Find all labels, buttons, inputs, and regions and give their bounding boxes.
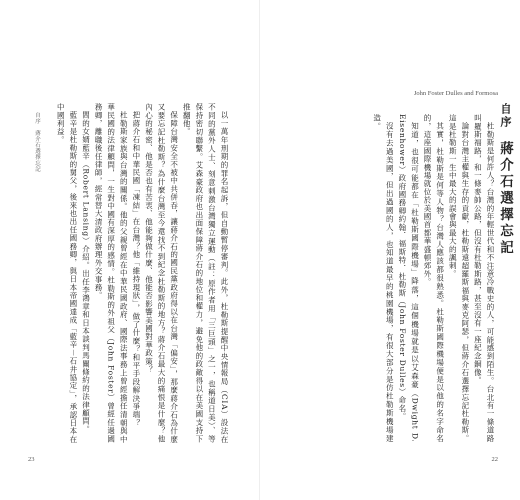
chapter-title: 蔣介石選擇忘記 — [497, 140, 513, 257]
page-number: 22 — [491, 456, 498, 463]
page-header: John Foster Dulles and Formosa — [413, 90, 498, 97]
paragraph: 沒有去過美國，但出過國的人，也知道最早的桃園機場，有很大部分是仿杜勒斯機場建造。 — [372, 114, 395, 442]
paragraph: 論對台灣主權與生存的貢獻，杜勒斯遠超羅斯福與麥克阿瑟，但蔣介石選擇忘記杜勒斯。這是杜勒斯一生中最大的誤會與最大的諷刺。 — [448, 114, 470, 442]
left-page-body — [52, 103, 230, 443]
paragraph: 杜勒斯是何許人？台灣的年輕世代和不注意冷戰史的人，可能感到陌生。台北有一條道路叫羅斯福路，和一條麥帥公路，但沒有杜勒斯路，甚至沒有一座紀念銅像。 — [473, 114, 495, 442]
paragraph: 其實，杜勒斯是何等人物？台灣人應該都很熟悉。杜勒斯國際機場便是以他的名字命名的，這座國際機場就位於美國首都華盛頓郊外。 — [423, 114, 445, 442]
page-number: 23 — [28, 456, 35, 463]
paragraph: 保障台灣安全不被中共併吞，讓蔣介石的國民黨政府得以在台灣「偏安」，那麼蔣介石為什麼又要忘記杜勒斯？為什麼台灣至今還找不到紀念杜勒斯的地方？蔣介石最大的痛恨是什麼？他內心的秘密、他是否也有苦衷、他能夠做什麼、他能否影響美國對華政策？ — [144, 103, 179, 443]
paragraph: 藍辛是杜勒斯的舅父，後來也出任國務卿，與日本帝國達成「藍辛－石井協定」，承認日本在中國利益。 — [56, 103, 78, 443]
paragraph: 間的女婿藍辛（Robert Lansing）介紹。出任李鴻章和日本談判馬關條約的法律顧問。 — [81, 110, 91, 434]
right-page — [260, 0, 520, 500]
paragraph: 以一萬年刑期的罪名起訴，但自動暫停審判。此外，杜勒斯提醒中央情報局（CIA）設法在不同的黨外人士、刻意刺激台灣獨立運動（註：原作者用「三巨頭」之一，也稱道日美）、等保持密切聯繫。艾森豪政府也出面保障蔣介石的地位和權力，避免他的政敵得以在美國支持下推翻他。 — [182, 103, 229, 443]
chapter-label: 自序 — [499, 103, 512, 129]
chapter-title-block — [495, 103, 515, 256]
paragraph: 把蔣介石和中華民國「凍結」在台灣？他「維持現狀」，做了什麼？和平手段解決爭端？ — [131, 110, 141, 427]
right-page-body — [278, 114, 496, 442]
paragraph: 知道，也很可能都在「杜勒斯國際機場」降落，這個機場就是以艾森豪（Dwight D. Eisenhower）政府國務卿約翰．福斯特．杜勒斯（John Foster Dulles）命名。 — [397, 114, 420, 442]
paragraph: 杜勒斯家族與台灣的關係。他的父親曾經在中華民國政府、國際法事務上曾經擔任清朝與中華民國的法律顧問，一生對中國有深厚的感情。杜勒斯的外祖父（John Foster）曾經任過國務卿，離職後任律師，經常替大清政府辦理外交事務。 — [94, 103, 129, 443]
running-head: 自序 蔣介石選擇忘記 — [34, 112, 40, 172]
